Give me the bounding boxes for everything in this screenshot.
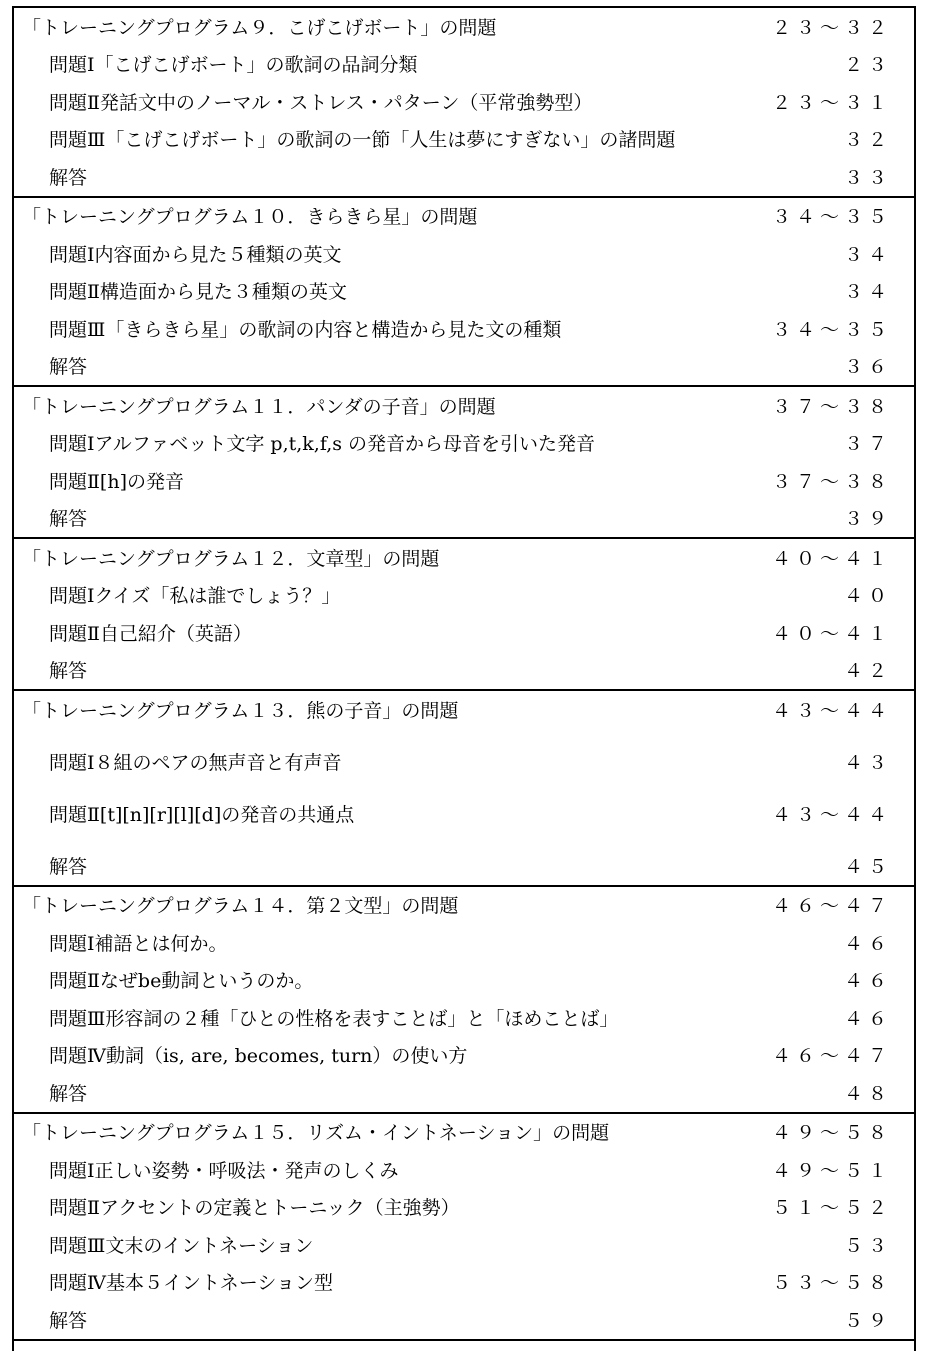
section-heading-row <box>14 8 914 46</box>
item-title: 問題Ⅳ動詞（is, are, becomes, turn）の使い方 <box>49 1045 468 1067</box>
section-pages: ４６～４７ <box>771 895 892 917</box>
item-pages: ３４ <box>843 243 892 266</box>
item-pages: ４３～４４ <box>771 803 892 826</box>
toc-item <box>14 999 914 1037</box>
item-pages: ３７～３８ <box>771 470 892 493</box>
section-heading-row <box>14 887 914 925</box>
item-title: 問題Ⅰ内容面から見た５種類の英文 <box>49 243 342 266</box>
section-pages: ４０～４１ <box>771 547 892 570</box>
item-pages: ４９～５１ <box>771 1159 892 1182</box>
section-pages: ３７～３８ <box>771 395 892 418</box>
section-pages: ４３～４４ <box>771 699 892 722</box>
item-title: 問題Ⅲ「こげこげボート」の歌詞の一節「人生は夢にすぎない」の諸問題 <box>49 129 676 151</box>
item-title: 問題Ⅳ基本５イントネーション型 <box>49 1272 334 1294</box>
item-pages: ３４～３５ <box>771 318 892 341</box>
item-pages: ３６ <box>843 356 892 378</box>
toc-section <box>12 1112 916 1339</box>
toc-section <box>12 196 916 386</box>
item-pages: ２３ <box>843 54 892 76</box>
item-title: 問題Ⅲ形容詞の２種「ひとの性格を表すことば」と「ほめことば」 <box>49 1007 619 1030</box>
item-pages: ４０ <box>843 585 892 607</box>
item-title: 問題Ⅰ正しい姿勢・呼吸法・発声のしくみ <box>49 1159 399 1182</box>
toc-section <box>12 537 916 689</box>
toc-item <box>14 614 914 652</box>
toc-item <box>14 1151 914 1189</box>
section-title: 「トレーニングプログラム１０．きらきら星」の問題 <box>22 206 478 228</box>
toc-item <box>14 273 914 311</box>
item-pages: ４５ <box>843 855 892 878</box>
toc-item <box>14 577 914 615</box>
item-title: 解答 <box>49 1309 88 1332</box>
section-heading-row <box>14 539 914 577</box>
toc-item <box>14 46 914 84</box>
item-title: 問題Ⅲ文末のイントネーション <box>49 1234 314 1257</box>
section-title: 「トレーニングプログラム１１．パンダの子音」の問題 <box>22 395 496 418</box>
section-heading-row <box>14 198 914 236</box>
item-title: 問題Ⅱ[t][n][r][l][d]の発音の共通点 <box>49 803 355 826</box>
toc-item <box>14 1074 914 1112</box>
item-title: 問題Ⅱアクセントの定義とトーニック（主強勢） <box>49 1197 460 1219</box>
item-title: 解答 <box>49 660 88 682</box>
item-pages: ４６ <box>843 970 892 992</box>
item-pages: ５９ <box>843 1309 892 1332</box>
toc-item <box>14 310 914 348</box>
item-title: 問題Ⅰ「こげこげボート」の歌詞の品詞分類 <box>49 54 418 76</box>
item-title: 問題Ⅱ[h]の発音 <box>49 470 184 493</box>
item-pages: ３９ <box>843 508 892 530</box>
item-pages: ４３ <box>843 751 892 774</box>
item-pages: ５３ <box>843 1234 892 1257</box>
table-bottom-edge <box>12 1339 916 1351</box>
section-pages: ２３～３２ <box>771 16 892 39</box>
item-pages: ３４ <box>843 281 892 303</box>
item-pages: ４６ <box>843 1007 892 1030</box>
item-pages: ５１～５２ <box>771 1197 892 1219</box>
section-heading-row <box>14 387 914 425</box>
section-title: 「トレーニングプログラム１３．熊の子音」の問題 <box>22 699 459 722</box>
toc-section <box>12 885 916 1112</box>
section-pages: ４９～５８ <box>771 1122 892 1144</box>
item-pages: ３３ <box>843 166 892 189</box>
toc-item <box>14 348 914 386</box>
toc-item <box>14 235 914 273</box>
toc-section <box>12 385 916 537</box>
item-title: 問題Ⅰ８組のペアの無声音と有声音 <box>49 751 342 774</box>
item-pages: ４６ <box>843 932 892 955</box>
toc-item <box>14 1037 914 1075</box>
toc-item <box>14 500 914 538</box>
item-title: 問題Ⅱ構造面から見た３種類の英文 <box>49 281 347 303</box>
item-title: 問題Ⅰアルファベット文字 p,t,k,f,s の発音から母音を引いた発音 <box>49 433 596 455</box>
toc-section <box>12 6 916 196</box>
item-title: 解答 <box>49 1082 88 1105</box>
item-pages: ２３～３１ <box>771 91 892 114</box>
item-pages: ４６～４７ <box>771 1045 892 1067</box>
toc-item <box>14 83 914 121</box>
toc-item <box>14 1301 914 1339</box>
toc-item <box>14 924 914 962</box>
toc-item <box>14 1189 914 1227</box>
toc-section <box>12 689 916 885</box>
section-title: 「トレーニングプログラム９．こげこげボート」の問題 <box>22 16 497 39</box>
item-title: 問題Ⅰ補語とは何か。 <box>49 932 228 955</box>
item-title: 解答 <box>49 166 88 189</box>
toc-item <box>14 833 914 885</box>
toc-item <box>14 1264 914 1302</box>
item-title: 問題Ⅱ発話文中のノーマル・ストレス・パターン（平常強勢型） <box>49 91 593 114</box>
item-pages: ４０～４１ <box>771 622 892 645</box>
item-title: 解答 <box>49 508 88 530</box>
item-pages: ５３～５８ <box>771 1272 892 1294</box>
toc-item <box>14 1226 914 1264</box>
item-title: 問題Ⅱ自己紹介（英語） <box>49 622 252 645</box>
toc-item <box>14 462 914 500</box>
toc-item <box>14 425 914 463</box>
section-pages: ３４～３５ <box>771 206 892 228</box>
item-title: 問題Ⅲ「きらきら星」の歌詞の内容と構造から見た文の種類 <box>49 318 562 341</box>
table-of-contents <box>12 6 916 1351</box>
toc-item <box>14 652 914 690</box>
item-title: 問題Ⅱなぜbe動詞というのか。 <box>49 970 314 992</box>
toc-item <box>14 158 914 196</box>
item-title: 問題Ⅰクイズ「私は誰でしょう？」 <box>49 585 341 607</box>
toc-item <box>14 781 914 833</box>
toc-item <box>14 121 914 159</box>
section-title: 「トレーニングプログラム１５．リズム・イントネーション」の問題 <box>22 1122 610 1144</box>
section-title: 「トレーニングプログラム１２．文章型」の問題 <box>22 547 440 570</box>
item-pages: ３７ <box>843 433 892 455</box>
toc-item <box>14 962 914 1000</box>
item-pages: ４８ <box>843 1082 892 1105</box>
item-pages: ３２ <box>843 129 892 151</box>
section-title: 「トレーニングプログラム１４．第２文型」の問題 <box>22 895 459 917</box>
toc-item <box>14 729 914 781</box>
item-title: 解答 <box>49 356 88 378</box>
section-heading-row <box>14 691 914 729</box>
item-pages: ４２ <box>843 660 892 682</box>
section-heading-row <box>14 1114 914 1152</box>
item-title: 解答 <box>49 855 88 878</box>
